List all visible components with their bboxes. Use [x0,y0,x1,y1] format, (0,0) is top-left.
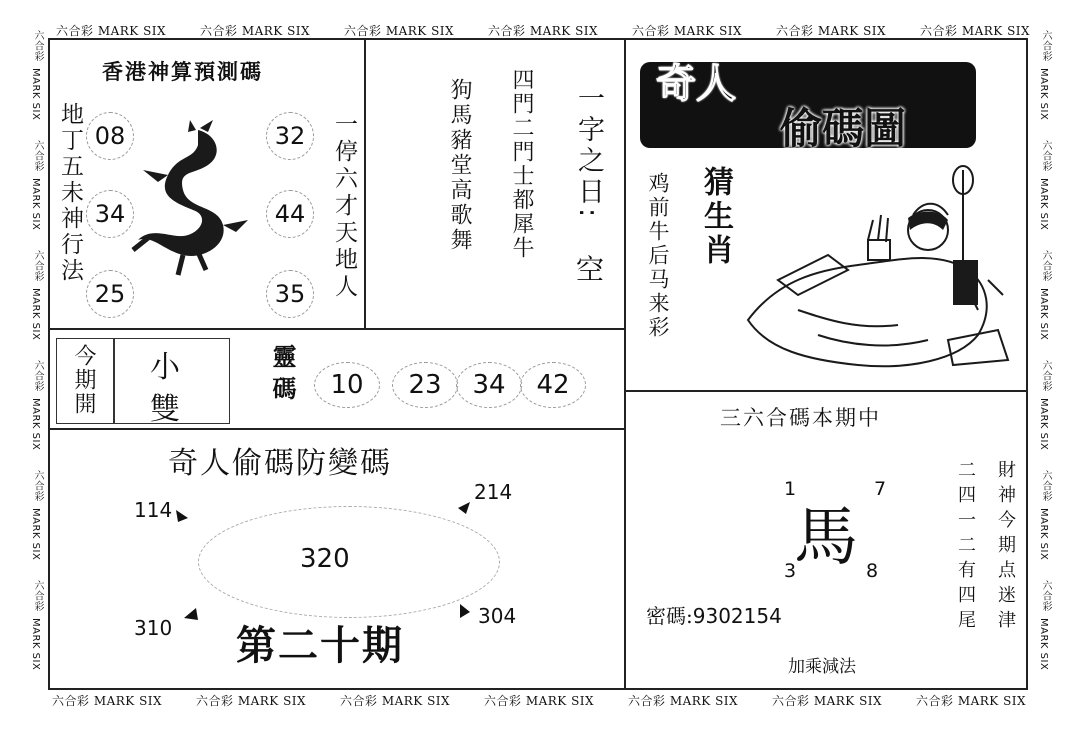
lingma-number: 10 [314,362,380,408]
horse-num-3: 3 [784,560,797,582]
border-label: 六合彩 MARK SIX [488,24,599,38]
lingma-number: 34 [456,362,522,408]
border-label: 六合彩 MARK SIX [916,694,1027,708]
prediction-number: 32 [266,112,314,160]
code-310: 310 [134,616,173,640]
border-label: 六合彩 [1040,580,1051,612]
issue-title: 第二十期 [236,622,404,669]
code-214: 214 [474,480,513,504]
secret-code-label: 密碼: [646,604,693,628]
zodiac-verse: 鸡前牛后马来彩 [646,172,670,340]
middle-answer: 空 [576,253,605,286]
middle-column-3: 一字之日: [573,84,604,222]
border-label: MARK SIX [30,398,41,451]
border-label: 六合彩 [32,140,43,172]
prediction-number: 44 [266,190,314,238]
border-label: MARK SIX [30,68,41,121]
secret-code [646,600,782,629]
banner-line-2: 偷碼圖 [780,104,907,153]
border-label: 六合彩 [32,250,43,282]
border-label: 六合彩 [1040,140,1051,172]
border-label: 六合彩 MARK SIX [632,24,743,38]
border-label: MARK SIX [30,618,41,671]
method-label: 加乘減法 [788,657,856,677]
code-320: 320 [300,544,350,574]
prediction-left-column: 地丁五未神行法 [57,102,83,284]
border-label: 六合彩 MARK SIX [52,694,163,708]
prediction-title: 香港神算預測碼 [102,59,263,84]
border-label: 六合彩 MARK SIX [920,24,1031,38]
border-label: 六合彩 MARK SIX [628,694,739,708]
border-label: 六合彩 [1040,470,1051,502]
border-label: 六合彩 MARK SIX [776,24,887,38]
border-label: MARK SIX [1038,288,1049,341]
dragon-illustration [128,120,258,280]
lingma-label: 靈碼 [268,344,296,408]
clue-column-a: 財神今期点迷津 [995,460,1016,635]
middle-column-1: 狗馬豬堂高歌舞 [447,78,472,253]
border-label: 六合彩 [1040,30,1051,62]
secret-code-value: 9302154 [692,604,782,628]
border-label: 六合彩 [32,360,43,392]
sanliu-title: 三六合碼本期中 [720,406,881,430]
divider [364,38,366,330]
banner-line-1: 奇人 [656,60,736,107]
middle-column-2: 四門二門士都犀牛 [509,68,534,260]
border-label: 六合彩 MARK SIX [344,24,455,38]
prediction-right-column: 一停六才天地人 [331,112,357,301]
arrows [170,500,490,630]
border-label: 六合彩 MARK SIX [200,24,311,38]
border-label: MARK SIX [1038,178,1049,231]
border-label: 六合彩 MARK SIX [772,694,883,708]
border-label: 六合彩 MARK SIX [484,694,595,708]
clue-column-b: 二四一二有四尾 [955,460,976,635]
border-label: MARK SIX [30,508,41,561]
border-label: 六合彩 [1040,360,1051,392]
anti-change-title: 奇人偷碼防變碼 [168,446,392,481]
border-label: MARK SIX [1038,618,1049,671]
horse-num-7: 7 [874,478,887,500]
result-even: 雙 [150,392,180,427]
lingma-number: 42 [520,362,586,408]
border-label: MARK SIX [30,288,41,341]
prediction-number: 08 [86,112,134,160]
border-label: 六合彩 MARK SIX [56,24,167,38]
lingma-number: 23 [392,362,458,408]
border-label: 六合彩 [32,580,43,612]
result-small: 小 [150,350,180,385]
border-label: MARK SIX [1038,508,1049,561]
scholar-illustration [738,160,1018,385]
border-label: 六合彩 MARK SIX [196,694,307,708]
guess-zodiac-label: 猜生肖 [698,166,733,268]
current-label: 今期開 [71,344,96,416]
prediction-number: 35 [266,270,314,318]
code-114: 114 [134,498,173,522]
border-label: 六合彩 MARK SIX [340,694,451,708]
border-label: MARK SIX [1038,68,1049,121]
border-label: MARK SIX [1038,398,1049,451]
divider [624,390,1028,392]
code-304: 304 [478,604,517,628]
horse-num-8: 8 [866,560,879,582]
border-label: 六合彩 [32,30,43,62]
prediction-number: 34 [86,190,134,238]
border-label: 六合彩 [32,470,43,502]
divider [624,38,626,690]
divider [48,428,626,430]
horse-character: 馬 [794,501,858,575]
divider [48,328,626,330]
border-label: 六合彩 [1040,250,1051,282]
prediction-number: 25 [86,270,134,318]
horse-num-1: 1 [784,478,797,500]
border-label: MARK SIX [30,178,41,231]
